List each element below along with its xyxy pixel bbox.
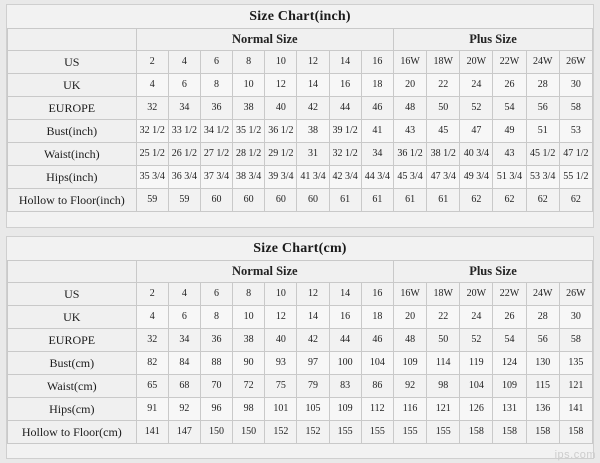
table-cell: 16 xyxy=(329,74,361,97)
table-cell: 147 xyxy=(168,421,200,444)
table-cell: 8 xyxy=(233,283,265,306)
table-cell: 61 xyxy=(393,189,426,212)
table-cell: 61 xyxy=(361,189,393,212)
group-header-cell: Normal Size xyxy=(136,261,393,283)
table-cell: 130 xyxy=(526,352,559,375)
table-cell: 68 xyxy=(168,375,200,398)
table-cell: 62 xyxy=(559,189,592,212)
table-cell: 109 xyxy=(393,352,426,375)
table-cell: 60 xyxy=(265,189,297,212)
table-cell: 97 xyxy=(297,352,329,375)
table-cell: 10 xyxy=(265,283,297,306)
table-cell: 98 xyxy=(427,375,460,398)
table-cell: 100 xyxy=(329,352,361,375)
table-row xyxy=(8,74,593,97)
table-cell: 43 xyxy=(493,143,526,166)
table-cell: 24W xyxy=(526,283,559,306)
table-cell: 79 xyxy=(297,375,329,398)
row-label: UK xyxy=(8,306,137,329)
table-cell: 10 xyxy=(233,306,265,329)
table-cell: 62 xyxy=(526,189,559,212)
table-cell: 121 xyxy=(427,398,460,421)
table-cell: 38 xyxy=(297,120,329,143)
table-cell: 14 xyxy=(297,306,329,329)
table-cell: 96 xyxy=(200,398,232,421)
table-cell: 34 xyxy=(168,97,200,120)
table-cell: 36 xyxy=(200,329,232,352)
size-chart-inch xyxy=(6,4,594,228)
row-label: UK xyxy=(8,74,137,97)
table-row xyxy=(8,306,593,329)
group-header-row xyxy=(8,261,593,283)
table-cell: 51 xyxy=(526,120,559,143)
table-cell: 88 xyxy=(200,352,232,375)
table-cell: 84 xyxy=(168,352,200,375)
table-cell: 54 xyxy=(493,97,526,120)
table-cell: 44 xyxy=(329,329,361,352)
table-cell: 33 1/2 xyxy=(168,120,200,143)
table-cell: 22W xyxy=(493,283,526,306)
table-cell: 44 xyxy=(329,97,361,120)
table-cell: 42 3/4 xyxy=(329,166,361,189)
row-label: US xyxy=(8,51,137,74)
table-cell: 42 xyxy=(297,97,329,120)
table-cell: 90 xyxy=(233,352,265,375)
table-cell: 83 xyxy=(329,375,361,398)
table-cell: 28 1/2 xyxy=(233,143,265,166)
table-cell: 91 xyxy=(136,398,168,421)
table-cell: 47 xyxy=(460,120,493,143)
table-cell: 35 3/4 xyxy=(136,166,168,189)
table-row xyxy=(8,120,593,143)
table-cell: 55 1/2 xyxy=(559,166,592,189)
table-cell: 49 xyxy=(493,120,526,143)
row-label: Hips(inch) xyxy=(8,166,137,189)
table-cell: 28 xyxy=(526,74,559,97)
table-cell: 54 xyxy=(493,329,526,352)
table-cell: 141 xyxy=(559,398,592,421)
table-cell: 16W xyxy=(393,283,426,306)
table-cell: 34 xyxy=(361,143,393,166)
table-cell: 40 3/4 xyxy=(460,143,493,166)
row-label: Hollow to Floor(cm) xyxy=(8,421,137,444)
table-cell: 114 xyxy=(427,352,460,375)
table-cell: 60 xyxy=(200,189,232,212)
table-cell: 6 xyxy=(200,51,232,74)
table-cell: 50 xyxy=(427,329,460,352)
table-cell: 38 xyxy=(233,97,265,120)
table-cell: 105 xyxy=(297,398,329,421)
table-row xyxy=(8,143,593,166)
table-cell: 20 xyxy=(393,74,426,97)
table-cell: 56 xyxy=(526,97,559,120)
table-cell: 10 xyxy=(233,74,265,97)
table-cell: 4 xyxy=(136,74,168,97)
table-row xyxy=(8,329,593,352)
table-cell: 60 xyxy=(233,189,265,212)
table-cell: 8 xyxy=(200,306,232,329)
row-label: Waist(cm) xyxy=(8,375,137,398)
table-cell: 31 xyxy=(297,143,329,166)
table-cell: 158 xyxy=(526,421,559,444)
table-row xyxy=(8,398,593,421)
table-cell: 150 xyxy=(233,421,265,444)
table-cell: 45 3/4 xyxy=(393,166,426,189)
table-cell: 38 xyxy=(233,329,265,352)
table-cell: 70 xyxy=(200,375,232,398)
table-cell: 72 xyxy=(233,375,265,398)
table-cell: 50 xyxy=(427,97,460,120)
table-row xyxy=(8,97,593,120)
table-cell: 158 xyxy=(460,421,493,444)
table-cell: 32 xyxy=(136,97,168,120)
group-header-row xyxy=(8,29,593,51)
row-label: Bust(cm) xyxy=(8,352,137,375)
table-cell: 16W xyxy=(393,51,426,74)
table-cell: 48 xyxy=(393,329,426,352)
table-cell: 131 xyxy=(493,398,526,421)
table-cell: 46 xyxy=(361,329,393,352)
table-cell: 35 1/2 xyxy=(233,120,265,143)
table-cell: 36 1/2 xyxy=(393,143,426,166)
table-cell: 59 xyxy=(168,189,200,212)
table-cell: 126 xyxy=(460,398,493,421)
table-cell: 28 xyxy=(526,306,559,329)
table-cell: 109 xyxy=(493,375,526,398)
table-cell: 39 1/2 xyxy=(329,120,361,143)
row-label: US xyxy=(8,283,137,306)
table-cell: 24 xyxy=(460,74,493,97)
table-cell: 30 xyxy=(559,306,592,329)
table-cell: 40 xyxy=(265,97,297,120)
table-cell: 26W xyxy=(559,283,592,306)
table-cell: 92 xyxy=(168,398,200,421)
table-cell: 14 xyxy=(329,51,361,74)
group-header-cell: Normal Size xyxy=(136,29,393,51)
table-cell: 6 xyxy=(168,74,200,97)
table-cell: 24 xyxy=(460,306,493,329)
row-label: Waist(inch) xyxy=(8,143,137,166)
table-cell: 8 xyxy=(200,74,232,97)
table-cell: 4 xyxy=(136,306,168,329)
table-cell: 12 xyxy=(297,283,329,306)
table-row xyxy=(8,375,593,398)
table-cell: 158 xyxy=(559,421,592,444)
table-cell: 34 xyxy=(168,329,200,352)
table-cell: 135 xyxy=(559,352,592,375)
table-cell: 52 xyxy=(460,329,493,352)
table-cell: 38 1/2 xyxy=(427,143,460,166)
row-label: Bust(inch) xyxy=(8,120,137,143)
table-cell: 10 xyxy=(265,51,297,74)
table-cell: 152 xyxy=(297,421,329,444)
table-cell: 155 xyxy=(329,421,361,444)
table-cell: 12 xyxy=(297,51,329,74)
table-cell: 121 xyxy=(559,375,592,398)
table-cell: 45 1/2 xyxy=(526,143,559,166)
table-cell: 155 xyxy=(361,421,393,444)
table-cell: 158 xyxy=(493,421,526,444)
table-cell: 26 xyxy=(493,74,526,97)
table-cell: 62 xyxy=(460,189,493,212)
chart-title-cm: Size Chart(cm) xyxy=(253,241,347,256)
size-table-cm xyxy=(7,260,593,444)
row-label: Hollow to Floor(inch) xyxy=(8,189,137,212)
watermark: ips.com xyxy=(554,449,596,461)
table-cell: 47 3/4 xyxy=(427,166,460,189)
table-cell: 61 xyxy=(329,189,361,212)
table-cell: 22 xyxy=(427,306,460,329)
table-cell: 93 xyxy=(265,352,297,375)
table-cell: 41 3/4 xyxy=(297,166,329,189)
table-cell: 52 xyxy=(460,97,493,120)
table-cell: 98 xyxy=(233,398,265,421)
table-cell: 58 xyxy=(559,97,592,120)
table-cell: 109 xyxy=(329,398,361,421)
table-cell: 22W xyxy=(493,51,526,74)
group-header-cell: Plus Size xyxy=(393,261,592,283)
table-cell: 75 xyxy=(265,375,297,398)
table-cell: 6 xyxy=(200,283,232,306)
table-cell: 115 xyxy=(526,375,559,398)
table-cell: 36 xyxy=(200,97,232,120)
table-cell: 26W xyxy=(559,51,592,74)
table-cell: 18 xyxy=(361,306,393,329)
row-label: Hips(cm) xyxy=(8,398,137,421)
table-cell: 41 xyxy=(361,120,393,143)
table-cell: 42 xyxy=(297,329,329,352)
table-cell: 22 xyxy=(427,74,460,97)
table-cell: 104 xyxy=(361,352,393,375)
table-cell: 16 xyxy=(329,306,361,329)
table-cell: 58 xyxy=(559,329,592,352)
table-cell: 62 xyxy=(493,189,526,212)
table-cell: 32 1/2 xyxy=(136,120,168,143)
table-cell: 38 3/4 xyxy=(233,166,265,189)
table-cell: 4 xyxy=(168,283,200,306)
table-cell: 124 xyxy=(493,352,526,375)
table-cell: 104 xyxy=(460,375,493,398)
table-cell: 136 xyxy=(526,398,559,421)
table-cell: 20W xyxy=(460,51,493,74)
table-cell: 48 xyxy=(393,97,426,120)
table-cell: 32 1/2 xyxy=(329,143,361,166)
table-cell: 12 xyxy=(265,74,297,97)
table-cell: 34 1/2 xyxy=(200,120,232,143)
table-cell: 20 xyxy=(393,306,426,329)
table-cell: 12 xyxy=(265,306,297,329)
table-cell: 60 xyxy=(297,189,329,212)
table-cell: 26 1/2 xyxy=(168,143,200,166)
table-cell: 16 xyxy=(361,51,393,74)
table-cell: 18W xyxy=(427,283,460,306)
table-cell: 14 xyxy=(297,74,329,97)
table-cell: 8 xyxy=(233,51,265,74)
table-cell: 46 xyxy=(361,97,393,120)
table-cell: 119 xyxy=(460,352,493,375)
size-table-inch xyxy=(7,28,593,212)
table-cell: 47 1/2 xyxy=(559,143,592,166)
table-cell: 32 xyxy=(136,329,168,352)
table-cell: 61 xyxy=(427,189,460,212)
table-cell: 39 3/4 xyxy=(265,166,297,189)
size-chart-cm xyxy=(6,236,594,459)
table-cell: 37 3/4 xyxy=(200,166,232,189)
size-table-cm-body xyxy=(8,261,593,444)
table-cell: 86 xyxy=(361,375,393,398)
table-cell: 24W xyxy=(526,51,559,74)
table-cell: 6 xyxy=(168,306,200,329)
table-cell: 150 xyxy=(200,421,232,444)
table-cell: 43 xyxy=(393,120,426,143)
table-cell: 18 xyxy=(361,74,393,97)
table-cell: 116 xyxy=(393,398,426,421)
table-cell: 155 xyxy=(393,421,426,444)
table-cell: 45 xyxy=(427,120,460,143)
table-cell: 40 xyxy=(265,329,297,352)
table-cell: 14 xyxy=(329,283,361,306)
table-cell: 2 xyxy=(136,51,168,74)
table-cell: 92 xyxy=(393,375,426,398)
table-cell: 53 xyxy=(559,120,592,143)
group-header-cell: Plus Size xyxy=(393,29,592,51)
table-cell: 27 1/2 xyxy=(200,143,232,166)
table-row xyxy=(8,166,593,189)
table-cell: 101 xyxy=(265,398,297,421)
table-cell: 25 1/2 xyxy=(136,143,168,166)
table-row xyxy=(8,421,593,444)
table-cell: 155 xyxy=(427,421,460,444)
row-label: EUROPE xyxy=(8,329,137,352)
table-cell: 20W xyxy=(460,283,493,306)
table-cell: 36 1/2 xyxy=(265,120,297,143)
table-cell: 65 xyxy=(136,375,168,398)
size-table-inch-body xyxy=(8,29,593,212)
chart-title-inch: Size Chart(inch) xyxy=(249,9,351,24)
table-cell: 56 xyxy=(526,329,559,352)
table-cell: 4 xyxy=(168,51,200,74)
table-cell: 29 1/2 xyxy=(265,143,297,166)
table-cell: 141 xyxy=(136,421,168,444)
table-cell: 82 xyxy=(136,352,168,375)
table-row xyxy=(8,51,593,74)
table-cell: 152 xyxy=(265,421,297,444)
row-label: EUROPE xyxy=(8,97,137,120)
table-row xyxy=(8,352,593,375)
table-cell: 26 xyxy=(493,306,526,329)
table-cell: 51 3/4 xyxy=(493,166,526,189)
table-cell: 112 xyxy=(361,398,393,421)
table-cell: 44 3/4 xyxy=(361,166,393,189)
table-cell: 18W xyxy=(427,51,460,74)
table-row xyxy=(8,283,593,306)
table-cell: 36 3/4 xyxy=(168,166,200,189)
corner-cell xyxy=(8,261,137,283)
corner-cell xyxy=(8,29,137,51)
table-cell: 49 3/4 xyxy=(460,166,493,189)
table-cell: 30 xyxy=(559,74,592,97)
table-cell: 16 xyxy=(361,283,393,306)
table-cell: 2 xyxy=(136,283,168,306)
table-cell: 59 xyxy=(136,189,168,212)
table-row xyxy=(8,189,593,212)
table-cell: 53 3/4 xyxy=(526,166,559,189)
